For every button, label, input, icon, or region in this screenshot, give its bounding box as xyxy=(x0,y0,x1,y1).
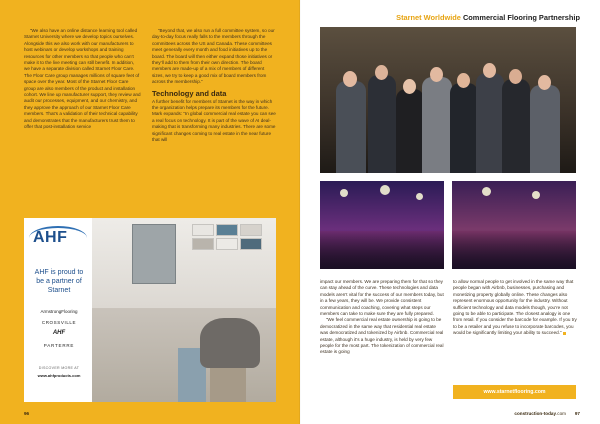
page-number-right: 97 xyxy=(574,411,580,416)
page-number-left: 96 xyxy=(24,411,30,416)
armstrong-logo: ArmstrongFlooring xyxy=(40,309,78,314)
ad-tagline: AHF is proud to be a partner of Starnet xyxy=(34,269,84,294)
page-spine xyxy=(299,0,301,424)
left-column-2 xyxy=(152,28,276,144)
paragraph: “Beyond that, we also run a full committee system, so our day-to-day focus really falls to the members through the committees across the US and Canada. These committees meet generally every month and food initiatives up to the board. The board will then either expand those initiatives or they’ll add to them from their own direction. The board members are made-up of a mix of members of different sizes, we try to keep a good mix of board members from across the membership.” xyxy=(152,28,275,85)
header-title: Commercial Flooring Partnership xyxy=(462,13,580,22)
site-suffix: .com xyxy=(556,411,566,416)
discover-label: DISCOVER MORE AT xyxy=(38,366,80,370)
left-column-1 xyxy=(24,28,141,131)
right-column-2 xyxy=(453,279,577,337)
paragraph: “We feel commercial real estate ownership is going to be democratized in the same way that residential real estate was democratized and tokenized by Airbnb. Commercial real estate, although it’s a huge industry, is held by very few people for the most part. The tokenization of commercial real estate is going xyxy=(320,317,444,355)
site-footer xyxy=(514,411,566,416)
ad-sidebar xyxy=(24,218,92,402)
paragraph: to allow normal people to get involved in the same way that people began with Airbnb, businesses, purchasing and monetizing property globally online. These changes also represent enormous opportunity for the industry. Without sufficient technology and data models though, you’re not going to be able to participate. The closest analogy is one from retail. If you consider the barcode for example. If you try to be a retailer and you refuse to incorporate barcodes, you would be significantly limiting your ability to succeed.” xyxy=(453,279,577,336)
chair xyxy=(200,318,260,368)
starnet-url-link[interactable]: www.starnetflooring.com xyxy=(453,385,576,399)
page-header xyxy=(396,13,580,22)
logo-arc xyxy=(29,226,87,250)
section-heading: Technology and data xyxy=(152,88,227,98)
paragraph: A further benefit for members of Starnet is the way in which the organization helps prepare its members for the future. Mark expands: “In global commercial real estate you can see a real focus on technology. It is part of the wave of AI deal-making that is transforming many industries. There are some significant changes coming to real estate in the near future that will xyxy=(152,98,276,143)
ahf-small-logo: AHF xyxy=(52,330,66,336)
group-photo xyxy=(320,27,576,173)
right-page xyxy=(300,0,600,424)
end-mark-icon xyxy=(563,332,566,335)
event-photo-right xyxy=(452,181,576,269)
site-name: construction-today xyxy=(514,411,557,416)
paragraph: impact our members. We are preparing them for that so they can stay ahead of the curve. These technologies and data models aren’t vital for the success of our members today, but in a few years, they will be. We provide consistent communication and coaching, covering what steps our members can take to make sure they are fully prepared. xyxy=(320,279,444,317)
event-photo-left xyxy=(320,181,444,269)
paragraph: “We also have an online distance learning tool called Starnet University where we develop topics ourselves. Alongside this we also work with our manufacturers to host webinars or develop workshops and training resources for other members so that people who can’t make it to the live meeting can still benefit. In addition, we have a separate division called Starnet Floor Care. The Floor Care group manages millions of square feet of space over the year. Most of the Starnet Floor Care group are also members of the product and installation cohort. We line up manufacturer support, they review and audit our processes, equipment, and our chemistry, and they approve the approach of our Starnet Floor Care members. That’s a validation of their technical capability and demonstrates that the manufacturers trust them to offer that post-installation service xyxy=(24,28,141,130)
parterre-logo: PARTERRE xyxy=(43,343,75,348)
flooring-showroom-photo xyxy=(92,218,276,402)
right-column-1 xyxy=(320,279,444,356)
ad-url-link[interactable]: www.ahfproducts.com xyxy=(37,373,81,378)
ahf-logo: AHF xyxy=(33,229,67,247)
crossville-logo: CROSSVILLE xyxy=(41,320,77,325)
ahf-advertisement[interactable] xyxy=(24,218,276,402)
header-brand: Starnet Worldwide xyxy=(396,13,461,22)
